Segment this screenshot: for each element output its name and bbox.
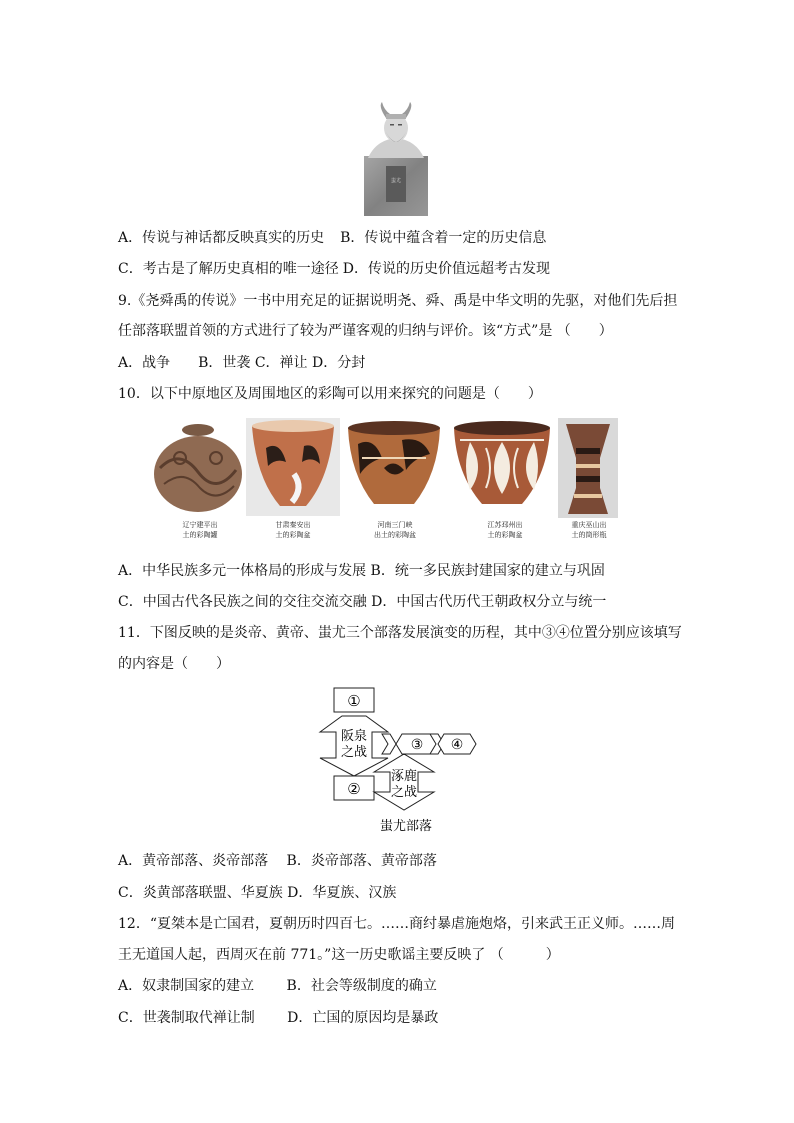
q10-options-line1: A．中华民族多元一体格局的形成与发展 B．统一多民族封建国家的建立与巩固 [118,563,605,579]
q12-options-line1: A．奴隶制国家的建立 B．社会等级制度的确立 [118,978,437,994]
q11-options-line1: A．黄帝部落、炎帝部落 B．炎帝部落、黄帝部落 [118,853,437,869]
diagram-label-3: ③ [410,737,424,753]
pottery-basin-jiangsu-image [450,418,554,516]
pot-caption-1: 辽宁建平出 土的彩陶罐 [182,521,218,539]
q9-stem-line1: 9.《尧舜禹的传说》一书中用充足的证据说明尧、舜、禹是中华文明的先驱，对他们先后担 [118,293,678,309]
q12-stem-line1: 12．“夏桀本是亡国君，夏朝历时四百七。……商纣暴虐施炮烙，引来武王正义师。……周 [118,916,675,932]
q11-options-line2: C．炎黄部落联盟、华夏族 D．华夏族、汉族 [118,885,397,901]
q8-option-a-b [118,229,546,247]
battle-banquan-line1: 阪泉 [340,729,368,744]
q8-option-c-d [118,260,550,278]
chiyou-tribe-label: 蚩尤部落 [379,819,433,834]
q9-stem-line2: 任部落联盟首领的方式进行了较为严谨客观的归纳与评价。该“方式”是 （ ） [118,323,613,339]
q10-options-line2: C．中国古代各民族之间的交往交流交融 D．中国古代历代王朝政权分立与统一 [118,594,607,610]
pot-caption-5: 重庆巫山出 土的筒形瓶 [571,521,607,539]
chevron-arrow-icon [382,734,396,754]
q10-stem: 10．以下中原地区及周围地区的彩陶可以用来探究的问题是（ ） [118,386,542,402]
q9-options: A．战争 B．世袭 C．禅让 D．分封 [118,355,366,371]
q12-stem-line2: 王无道国人起，西周灭在前 771。”这一历史歌谣主要反映了 （ ） [118,947,560,963]
q8-option-b: B．传说中蕴含着一定的历史信息 [340,230,547,246]
battle-zhuolu-line1: 涿鹿 [390,769,418,784]
tribe-evolution-diagram [312,684,492,844]
q12-options-line2: C．世袭制取代禅让制 D．亡国的原因均是暴政 [118,1010,439,1026]
pottery-basin-henan-image [344,418,444,516]
diagram-label-2: ② [347,780,361,798]
chiyou-statue-image [362,100,430,216]
q11-stem-line1: 11．下图反映的是炎帝、黄帝、蚩尤三个部落发展演变的历程，其中③④位置分别应该填写 [118,625,682,641]
pottery-jar-liaoning-image [150,418,250,518]
pottery-basin-gansu-image [246,418,340,516]
pot-caption-3: 河南三门峡 出土的彩陶盆 [374,521,416,539]
battle-zhuolu-line2: 之战 [390,785,418,800]
pottery-image-row [150,418,630,546]
diagram-label-4: ④ [450,737,464,753]
q8-option-c: C．考古是了解历史真相的唯一途径 [118,261,339,277]
q11-stem-line2: 的内容是（ ） [118,656,230,672]
pottery-vase-chongqing-image [558,418,618,518]
battle-banquan-line2: 之战 [340,745,368,760]
diagram-label-1: ① [347,692,361,710]
plaque-text: 蚩尤 [390,178,402,184]
pot-caption-2: 甘肃秦安出 土的彩陶盆 [275,521,311,539]
q8-option-a: A．传说与神话都反映真实的历史 [118,230,325,246]
q8-option-d: D．传说的历史价值远超考古发现 [342,261,550,277]
pot-caption-4: 江苏邳州出 土的彩陶盆 [487,521,523,539]
